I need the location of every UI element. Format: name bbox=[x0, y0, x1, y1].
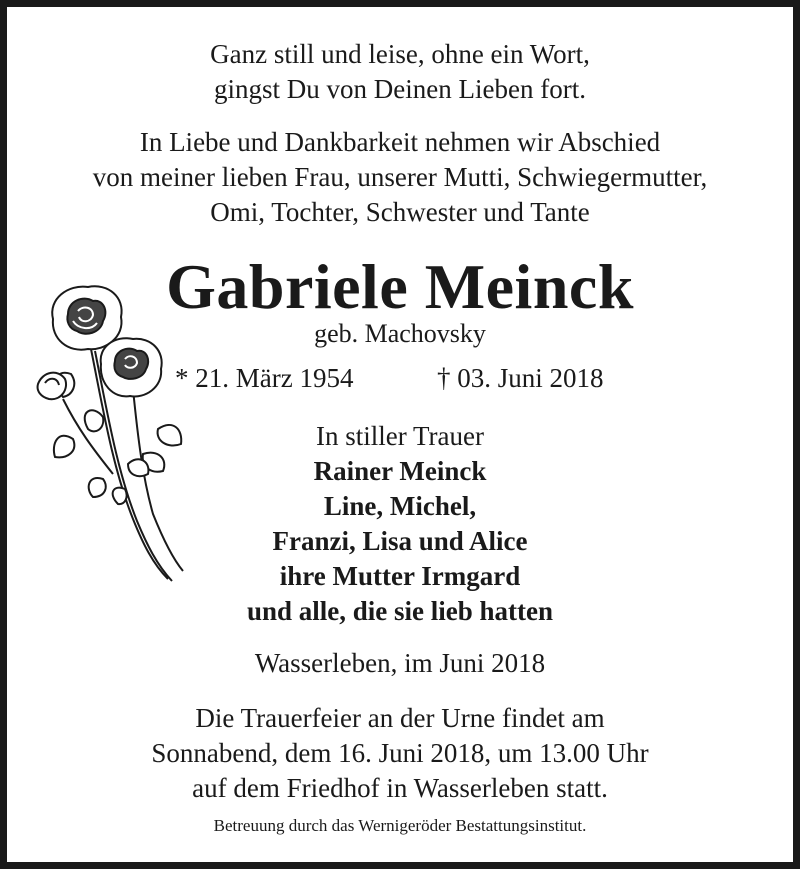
mourners-heading: In stiller Trauer bbox=[316, 421, 484, 451]
intro-line-1: In Liebe und Dankbarkeit nehmen wir Abschied bbox=[139, 127, 661, 157]
verse-line-2: gingst Du von Deinen Lieben fort. bbox=[214, 74, 586, 104]
mourner-name: Line, Michel, bbox=[323, 491, 477, 521]
footer-note: Betreuung durch das Wernigeröder Bestattungsinstitut. bbox=[213, 816, 587, 835]
service-line-3: auf dem Friedhof in Wasserleben statt. bbox=[192, 773, 608, 803]
mourner-name: Franzi, Lisa und Alice bbox=[272, 526, 528, 556]
mourner-name: ihre Mutter Irmgard bbox=[279, 561, 521, 591]
mourner-name: Rainer Meinck bbox=[313, 456, 487, 486]
deceased-name: Gabriele Meinck bbox=[166, 251, 634, 322]
verse-line-1: Ganz still und leise, ohne ein Wort, bbox=[210, 39, 590, 69]
service-line-1: Die Trauerfeier an der Urne findet am bbox=[195, 703, 605, 733]
intro-line-3: Omi, Tochter, Schwester und Tante bbox=[210, 197, 590, 227]
birth-name: geb. Machovsky bbox=[314, 319, 486, 348]
intro-line-2: von meiner lieben Frau, unserer Mutti, Schwiegermutter, bbox=[92, 162, 708, 192]
birth-date: * 21. März 1954 bbox=[175, 363, 354, 393]
death-date: † 03. Juni 2018 bbox=[437, 363, 604, 393]
service-line-2: Sonnabend, dem 16. Juni 2018, um 13.00 Uhr bbox=[151, 738, 649, 768]
mourner-name: und alle, die sie lieb hatten bbox=[246, 596, 554, 626]
location-date: Wasserleben, im Juni 2018 bbox=[254, 648, 546, 678]
